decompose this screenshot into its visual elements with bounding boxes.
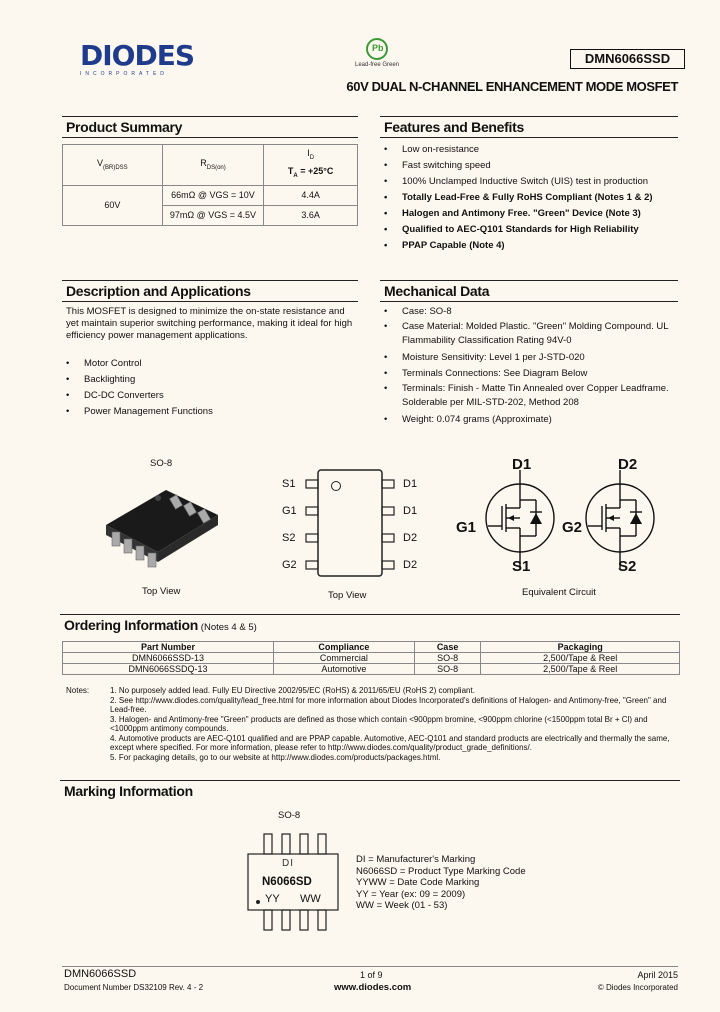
footer-part: DMN6066SSD [64, 968, 137, 980]
chip-code: N6066SD [262, 876, 312, 888]
legend-item: WW = Week (01 - 53) [356, 900, 448, 911]
pb-symbol: Pb [372, 43, 384, 53]
ord-cell: Automotive [274, 664, 415, 675]
circuit-s1: S1 [512, 558, 531, 575]
page-subtitle: 60V DUAL N-CHANNEL ENHANCEMENT MODE MOSFET [346, 79, 678, 94]
pin-d1b: D1 [403, 505, 418, 517]
feature-item: • Halogen and Antimony Free. "Green" Device (Note 3) [380, 206, 680, 222]
product-summary-title: Product Summary [66, 119, 183, 135]
legend-item: DI = Manufacturer's Marking [356, 854, 476, 865]
pinout-drawing [280, 468, 420, 580]
pin-g2: G2 [282, 559, 297, 571]
feature-item: • Totally Lead-Free & Fully RoHS Compliant (Notes 1 & 2) [380, 190, 680, 206]
footer-doc: Document Number DS32109 Rev. 4 - 2 [64, 983, 204, 992]
application-item: • Motor Control [62, 356, 358, 372]
footer-page: 1 of 9 [360, 970, 383, 980]
marking-title: Marking Information [64, 783, 193, 799]
ordering-title: Ordering Information [64, 617, 199, 633]
mechanical-header [380, 280, 678, 302]
description-title: Description and Applications [66, 283, 251, 299]
ord-col-part: Part Number [63, 642, 274, 653]
product-summary-table [62, 144, 358, 226]
note-item: 2. See http://www.diodes.com/quality/lead_free.html for more information about Diodes Incorporated's definitions of Halogen- and Antimony-free, "Green" and Lead-free. [110, 695, 667, 714]
so8-label: SO-8 [150, 458, 173, 469]
note-item: 4. Automotive products are AEC-Q101 qualified and are PPAP capable. Automotive, AEC-Q101 and standard products are electrically and thermally the same, except where specified. For more information, please refer to http://www.diodes.com/quality/product_grade_definitions/. [110, 733, 670, 752]
footer-copyright: © Diodes Incorporated [597, 983, 678, 992]
mechanical-item: • Terminals Connections: See Diagram Below [380, 366, 680, 382]
mechanical-item: • Case Material: Molded Plastic. "Green" Molding Compound. UL Flammability Classification Rating 94V-0 [380, 320, 680, 348]
ord-cell: DMN6066SSDQ-13 [63, 664, 274, 675]
note-item: 5. For packaging details, go to our website at http://www.diodes.com/products/packages.html. [110, 752, 441, 762]
circuit-g2: G2 [562, 519, 583, 536]
mechanical-item: • Moisture Sensitivity: Level 1 per J-STD-020 [380, 350, 680, 366]
applications-list [62, 356, 358, 420]
features-list [380, 142, 680, 254]
legend-item: YY = Year (ex: 09 = 2009) [356, 888, 466, 900]
circuit-d2: D2 [618, 456, 638, 473]
ord-cell: Commercial [274, 653, 415, 664]
ord-cell: DMN6066SSD-13 [63, 653, 274, 664]
ordering-table [62, 641, 680, 675]
mechanical-item: • Case: SO-8 [380, 304, 680, 320]
ps-col-rds: $R_{DS(on)}$ [162, 145, 264, 186]
circuit-d1: D1 [512, 456, 532, 473]
pin-s1: S1 [282, 478, 296, 490]
diodes-logo [80, 39, 202, 77]
mechanical-item: • Weight: 0.074 grams (Approximate) [380, 412, 680, 428]
pin-s2: S2 [282, 532, 296, 544]
application-item: • Power Management Functions [62, 404, 358, 420]
ord-col-packaging: Packaging [481, 642, 680, 653]
pin-d1a: D1 [403, 478, 418, 490]
pin-d2a: D2 [403, 532, 418, 544]
ord-col-case: Case [414, 642, 481, 653]
notes-list [110, 686, 670, 762]
equivalent-circuit-label: Equivalent Circuit [522, 587, 596, 598]
ps-vbr-value: 60V [63, 185, 163, 225]
ps-id-1: 4.4A [264, 185, 358, 205]
note-item: 3. Halogen- and Antimony-free "Green" products are defined as those which contain <900ppm bromine, <900ppm chlorine (<1500ppm total Br + Cl) and <1000ppm antimony compounds. [110, 714, 648, 733]
lead-free-icon [366, 38, 388, 60]
chip-yy: YY [265, 893, 280, 905]
ps-rds-2: 97mΩ @ VGS = 4.5V [162, 205, 264, 225]
ord-cell: 2,500/Tape & Reel [481, 664, 680, 675]
mechanical-item: • Terminals: Finish - Matte Tin Annealed over Copper Leadframe. Solderable per MIL-STD-202, Method 208 [380, 382, 680, 410]
features-title: Features and Benefits [384, 119, 524, 135]
feature-item: • Fast switching speed [380, 158, 680, 174]
application-item: • Backlighting [62, 372, 358, 388]
marking-header [60, 780, 680, 801]
circuit-s2: S2 [618, 558, 637, 575]
mechanical-list [380, 304, 680, 428]
description-text: This MOSFET is designed to minimize the on-state resistance and yet maintain superior switching performance, making it ideal for high efficiency power management applications. [66, 306, 353, 341]
ordering-header [60, 614, 680, 635]
features-header [380, 116, 678, 138]
top-view-label-2: Top View [328, 590, 367, 601]
pin-d2b: D2 [403, 559, 418, 571]
feature-item: • Qualified to AEC-Q101 Standards for High Reliability [380, 222, 680, 238]
ord-cell: SO-8 [414, 664, 481, 675]
part-number-box: DMN6066SSD [570, 49, 685, 69]
feature-item: • 100% Unclamped Inductive Switch (UIS) test in production [380, 174, 680, 190]
logo-word: DIODES [80, 39, 194, 72]
footer-divider [62, 966, 678, 967]
ps-rds-1: 66mΩ @ VGS = 10V [162, 185, 264, 205]
pin-g1: G1 [282, 505, 297, 517]
ordering-notes-ref: (Notes 4 & 5) [200, 622, 257, 633]
marking-package-label: SO-8 [278, 810, 301, 821]
ps-col-vbr: $V_{(BR)DSS}$ [63, 145, 163, 186]
chip-ww: WW [300, 893, 321, 905]
circuit-g1: G1 [456, 519, 477, 536]
description-header [62, 280, 358, 302]
note-item: 1. No purposely added lead. Fully EU Directive 2002/95/EC (RoHS) & 2011/65/EU (RoHS 2) compliant. [110, 686, 475, 695]
mechanical-title: Mechanical Data [384, 283, 490, 299]
legend-item: YYWW = Date Code Marking [356, 877, 480, 888]
top-view-label-1: Top View [142, 586, 181, 597]
footer-date: April 2015 [637, 970, 678, 980]
legend-item: N6066SD = Product Type Marking Code [356, 865, 526, 877]
application-item: • DC-DC Converters [62, 388, 358, 404]
lead-free-badge [348, 38, 406, 68]
so8-package-drawing [96, 470, 226, 580]
notes-label: Notes: [66, 686, 90, 695]
product-summary-header [62, 116, 358, 138]
feature-item: • Low on-resistance [380, 142, 680, 158]
footer-site[interactable]: www.diodes.com [334, 982, 412, 993]
table-row [63, 664, 680, 675]
table-row [63, 653, 680, 664]
feature-item: • PPAP Capable (Note 4) [380, 238, 680, 254]
logo-sub: INCORPORATED [80, 71, 168, 77]
ps-col-id: $I_D$ $T_A = +25^\circ C$ [264, 145, 358, 186]
marking-legend [356, 854, 526, 912]
ps-id-2: 3.6A [264, 205, 358, 225]
ord-col-compliance: Compliance [274, 642, 415, 653]
ord-cell: 2,500/Tape & Reel [481, 653, 680, 664]
lead-free-label: Lead-free Green [354, 62, 400, 68]
chip-logo: DI [282, 858, 294, 869]
ord-cell: SO-8 [414, 653, 481, 664]
